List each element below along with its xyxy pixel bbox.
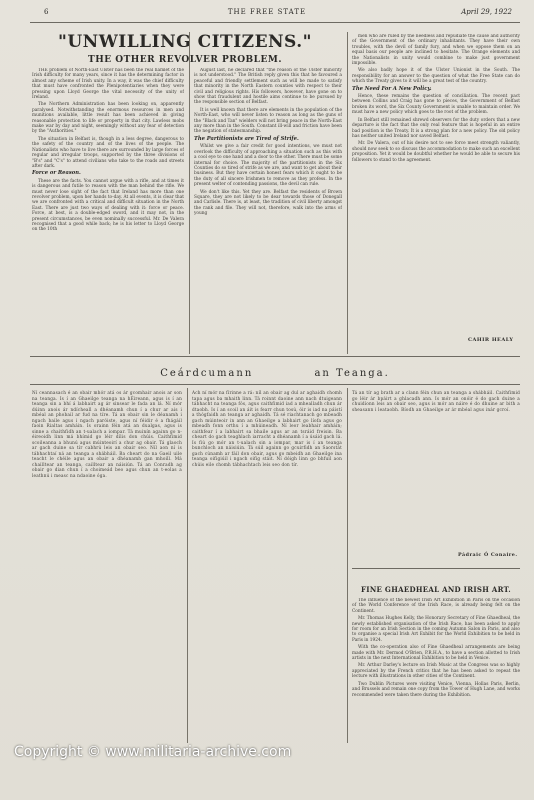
irish-column-2: Ach ní mór na fírinne a rá: níl an obair ag dul ar aghaidh chomh tapa agus ba mhaith linn. Tá roinnt daoine ann nach dtuigeann tábhacht na teanga fós, agus caithfimid iad a mhealladh chun ár dtaobh. Is í an scoil an áit is fearr chun tosú, óir is iad na páistí a thógfaidh an teanga ar aghaidh. Tá sé riachtanach go mbeadh gach múinteoir in ann an Ghaeilge a labhairt go líofa agus go mbeadh fonn orthu í a mhúineadh. Ní leor leabhair amháin; caithfear í a labhairt sa bhaile agus ar an tsráid freisin. Ba cheart do gach teaghlach iarracht a dhéanamh í a úsáid gach lá. Is fiú go mór an t-ualach sin a iompar, mar is í an teanga bunchloch an náisiúin. Tá súil againn go gcuirfidh an Saorstát gach cúnamh ar fáil don obair, agus go mbeidh an Ghaeilge ina teanga oifigiúil i ngach oifig stáit. Ní dóigh linn go bhfuil aon chúis eile chomh tábhachtach leis seo don tír. xyxy=(192,390,342,467)
column-rule xyxy=(187,388,188,743)
irish-title-left: Ceárdcumann xyxy=(160,368,254,379)
paragraph: These are the facts. You cannot argue with a rifle, and at times it is dangerous and futile to reason with the man behind the rifle. We must never lose sight of the fact that Ireland has more than one revolver problem, upon her hands to-day. At all events, it is clear that we are confronted with a critical and difficult situation in the North East. There are just two ways of dealing with it: force or peace. Force, at best, is a double-edged sword, and it may not, in the present circumstances, be even nominally successful. Mr. De Valera recognised that a good while back; he is his letter to Lloyd George on the 10th xyxy=(32,178,184,233)
paragraph: Mr. De Valera, out of his desire not to see force meet strength valiantly, should now seek to so discuss the accommodation to make such an excellent proposition. Yet it would be doubtful whether he would be able to secure his followers to stand to the agreement. xyxy=(352,141,520,163)
fine-ghaedheal-text xyxy=(352,598,520,740)
headline: "UNWILLING CITIZENS." xyxy=(57,32,313,52)
paragraph: The influence of the newest Irish Art Exhibition in Paris on the occasion of the World Conference of the Irish Race, is already being felt on the Continent. xyxy=(352,598,520,614)
copyright-watermark: Copyright © www.militaria-archive.com xyxy=(14,744,292,760)
paragraph: The Northern Administration has been looking on, apparently paralysed. Notwithstanding the enormous resources in men and munitions available, little result has been achieved in giving reasonable protection to life or property in that city. Lawless mobs make war by day and night, seemingly without any fear of detection by the "Authorities." xyxy=(32,102,184,135)
paragraph: THE problem of North-East Ulster has been the real hamlet of the Irish difficulty for many years, since it has the determining factor in almost any scheme of Irish unity. In a way, it was the chief difficulty that must have confronted the Plenipotentiaries when they were pressing upon Lloyd George the vital necessity of the unity of Ireland. xyxy=(32,68,184,101)
article-column-2 xyxy=(194,68,342,343)
paragraph: Whilst we give a fair credit for good intentions, we must not overlook the difficulty of approaching a situation such as this with a cool eye to one hand and a door to the other. There must be some internal for choice. The majority of the partitionists in the Six Counties do so tired of strife as we are, and want to get about their business. But they have certain honest fears which it ought to be the duty of all sincere Irishmen to remove as they profess. In the present welter of contending passions, the devil can rule. xyxy=(194,144,342,188)
page-number: 6 xyxy=(44,8,49,16)
issue-date: April 29, 1922 xyxy=(461,8,512,16)
fine-ghaedheal-title: FINE GHAEDHEAL AND IRISH ART. xyxy=(361,585,511,594)
irish-signature: Pádraic Ó Conaire. xyxy=(458,552,518,558)
header-rule xyxy=(30,22,520,23)
paragraph: Mr. Thomas Hughes Kelly, the Honorary Secretary of Fine Ghaedheal, the newly established organisation of the Irish Race, has been asked to apply for room for an Irish Section in the coming Autumn Salon in Paris, and also to organise a special Irish Art Exhibit for the World Exhibition to be held in Paris in 1924. xyxy=(352,616,520,643)
paragraph: We also badly hope it of the Ulster Unionist in the South. The responsibility for an answer to the question of what the Free State can do which the Treaty gives to it will be a great test of the country. xyxy=(352,68,520,85)
article-signature: CAHIR HEALY xyxy=(468,337,514,343)
paragraph: Mr. Arthur Darley's lecture on Irish Music at the Congress was so highly appreciated by the French critics that he has been asked to repeat the lecture with illustrations in other cities of the Continent. xyxy=(352,663,520,680)
paragraph: August last, he declared that "the reason of the Ulster minority is not understood." The British reply given this that he favoured a peaceful and friendly settlement such as will be made to satisfy that minority in the North Eastern counties with respect to their civil and religious rights. His followers, however, have gone on to show that fraudulent and hostile aims continue to be pursued by the responsible section of Belfast. xyxy=(194,68,342,106)
section-subhead: Force or Reason. xyxy=(32,170,81,177)
irish-column-1: Ní ceannasach é an obair mhór atá os ár gcomhair anois ar son na teanga. Is í an Ghaeilge teanga na hÉireann, agus is í an teanga sin a bhí á labhairt ag ár sinsear le fada an lá. Ní mór dúinn anois ár ndícheall a dhéanamh chun í a chur ar ais i mbéal an phobail ar fud na tíre. Tá an obair sin le déanamh i ngach baile agus i ngach paróiste, agus ní féidir é a fhágáil faoin Rialtas amháin. Is orainn féin atá an dualgas, agus is sinne a chaithfidh an t-ualach a iompar. Tá muinín againn go n-éireoidh linn má bhímid go léir dílis don chúis. Caithfimid scoileanna a bhunú agus múinteoirí a chur ag obair. Tá glaoch ar gach duine sa tír cabhrú leis an obair seo. Níl aon ní is tábhachtaí ná an teanga a shábháil. Ba cheart do na Gaeil uile teacht le chéile agus an obair a dhéanamh gan mhoill. Má chailltear an teanga, cailltear an náisiún. Tá an Conradh ag obair go dian chun í a choimeád beo agus chun an t-eolas a leathnú i measc na ndaoine óga. xyxy=(32,390,182,478)
paragraph: In Belfast still remained shrewd observers for the duty orders that a new departure is the fact that the only real feature that is hopeful in an entire bad position is the Treaty. It is a strong plan for a new policy. The old policy has neither united Ireland nor saved Belfast. xyxy=(352,117,520,139)
irish-section-title xyxy=(30,368,520,379)
running-head xyxy=(0,6,534,20)
paragraph: Two Dublin Pictures were visiting Venice, Vienna, Hollas Paris, Berlin, and Brussels and remain one copy from the Tower of Hugh Lane, and works recommended were taken there during the Exhibition. xyxy=(352,681,520,698)
subheadline: THE OTHER REVOLVER PROBLEM. xyxy=(88,55,282,65)
paragraph: The situation in Belfast is, though in a less degree, dangerous to the safety of the country and of the lives of the people. The Nationalists who have to live there are surrounded by large forces of regular and irregular troops, supported by the three divisions of "B's" and "C's" to attend civilians who take to the roads and streets after dark. xyxy=(32,136,184,169)
section-subhead: The Partitionists are Tired of Strife. xyxy=(194,135,299,142)
irish-column-3: Tá an tír ag brath ar a clann féin chun an teanga a shábháil. Caithfimid go léir ár bpáirt a ghlacadh ann. Is mór an onóir é do gach duine a chuidíonn leis an obair seo, agus is mór an náire é do dhuine ar bith a sheasann i leataobh. Bíodh an Ghaeilge ar ár mbéal agus inár gcroí. xyxy=(352,390,520,412)
section-subhead: The Need For A New Policy. xyxy=(352,85,432,92)
column-rule xyxy=(347,32,348,354)
column-rule xyxy=(189,32,190,354)
paragraph: It is well known that there are elements in the population of the North-East, who will never listen to reason as long as the guns of the "Black and Tan" wielders will not bring peace in the North-East any more than in the South. Constant ill-will and friction have been the negation of statesmanship. xyxy=(194,107,342,135)
paragraph: Hence, these remains the question of conciliation. The recent pact between Collins and Craig has gone to pieces, the Government of Belfast broken its word, the Six County Government is unable to maintain order. We must have a new policy which goes to the root of the problem. xyxy=(352,94,520,116)
article-column-3 xyxy=(352,34,520,334)
article-column-1 xyxy=(32,68,184,343)
section-rule xyxy=(30,384,520,385)
section-rule xyxy=(30,356,520,357)
masthead: THE FREE STATE xyxy=(227,8,307,16)
paragraph: We don't like this. Yet they are. Belfast the residents of Brown Square, they are not likely to be dear towards those of Donegall and Carlisle. There is, at least, the tradition of civil liberty amongst the rank and file. They will not, therefore, walk into the arms of young xyxy=(194,189,342,217)
section-rule xyxy=(352,568,520,569)
paragraph: With the co-operation also of Fine Ghaedheal arrangements are being made with Mr. Dermod O'Brien, P.R.H.A., to have a section allotted to Irish artists in the next International Exhibition to be held in Venice. xyxy=(352,645,520,662)
paragraph: men who are ruled by the needless and repudiate the cause and authority of the Government of the ordinary inhabitants. They have their own troubles, with the devil of family fury, and when we oppose them on an equal basis our people are inclined to hesitate. The Orange elements and the Nationalists in unity would combine to make just government impossible. xyxy=(352,34,520,67)
column-rule xyxy=(347,388,348,743)
irish-title-right: an Teanga. xyxy=(314,368,390,379)
